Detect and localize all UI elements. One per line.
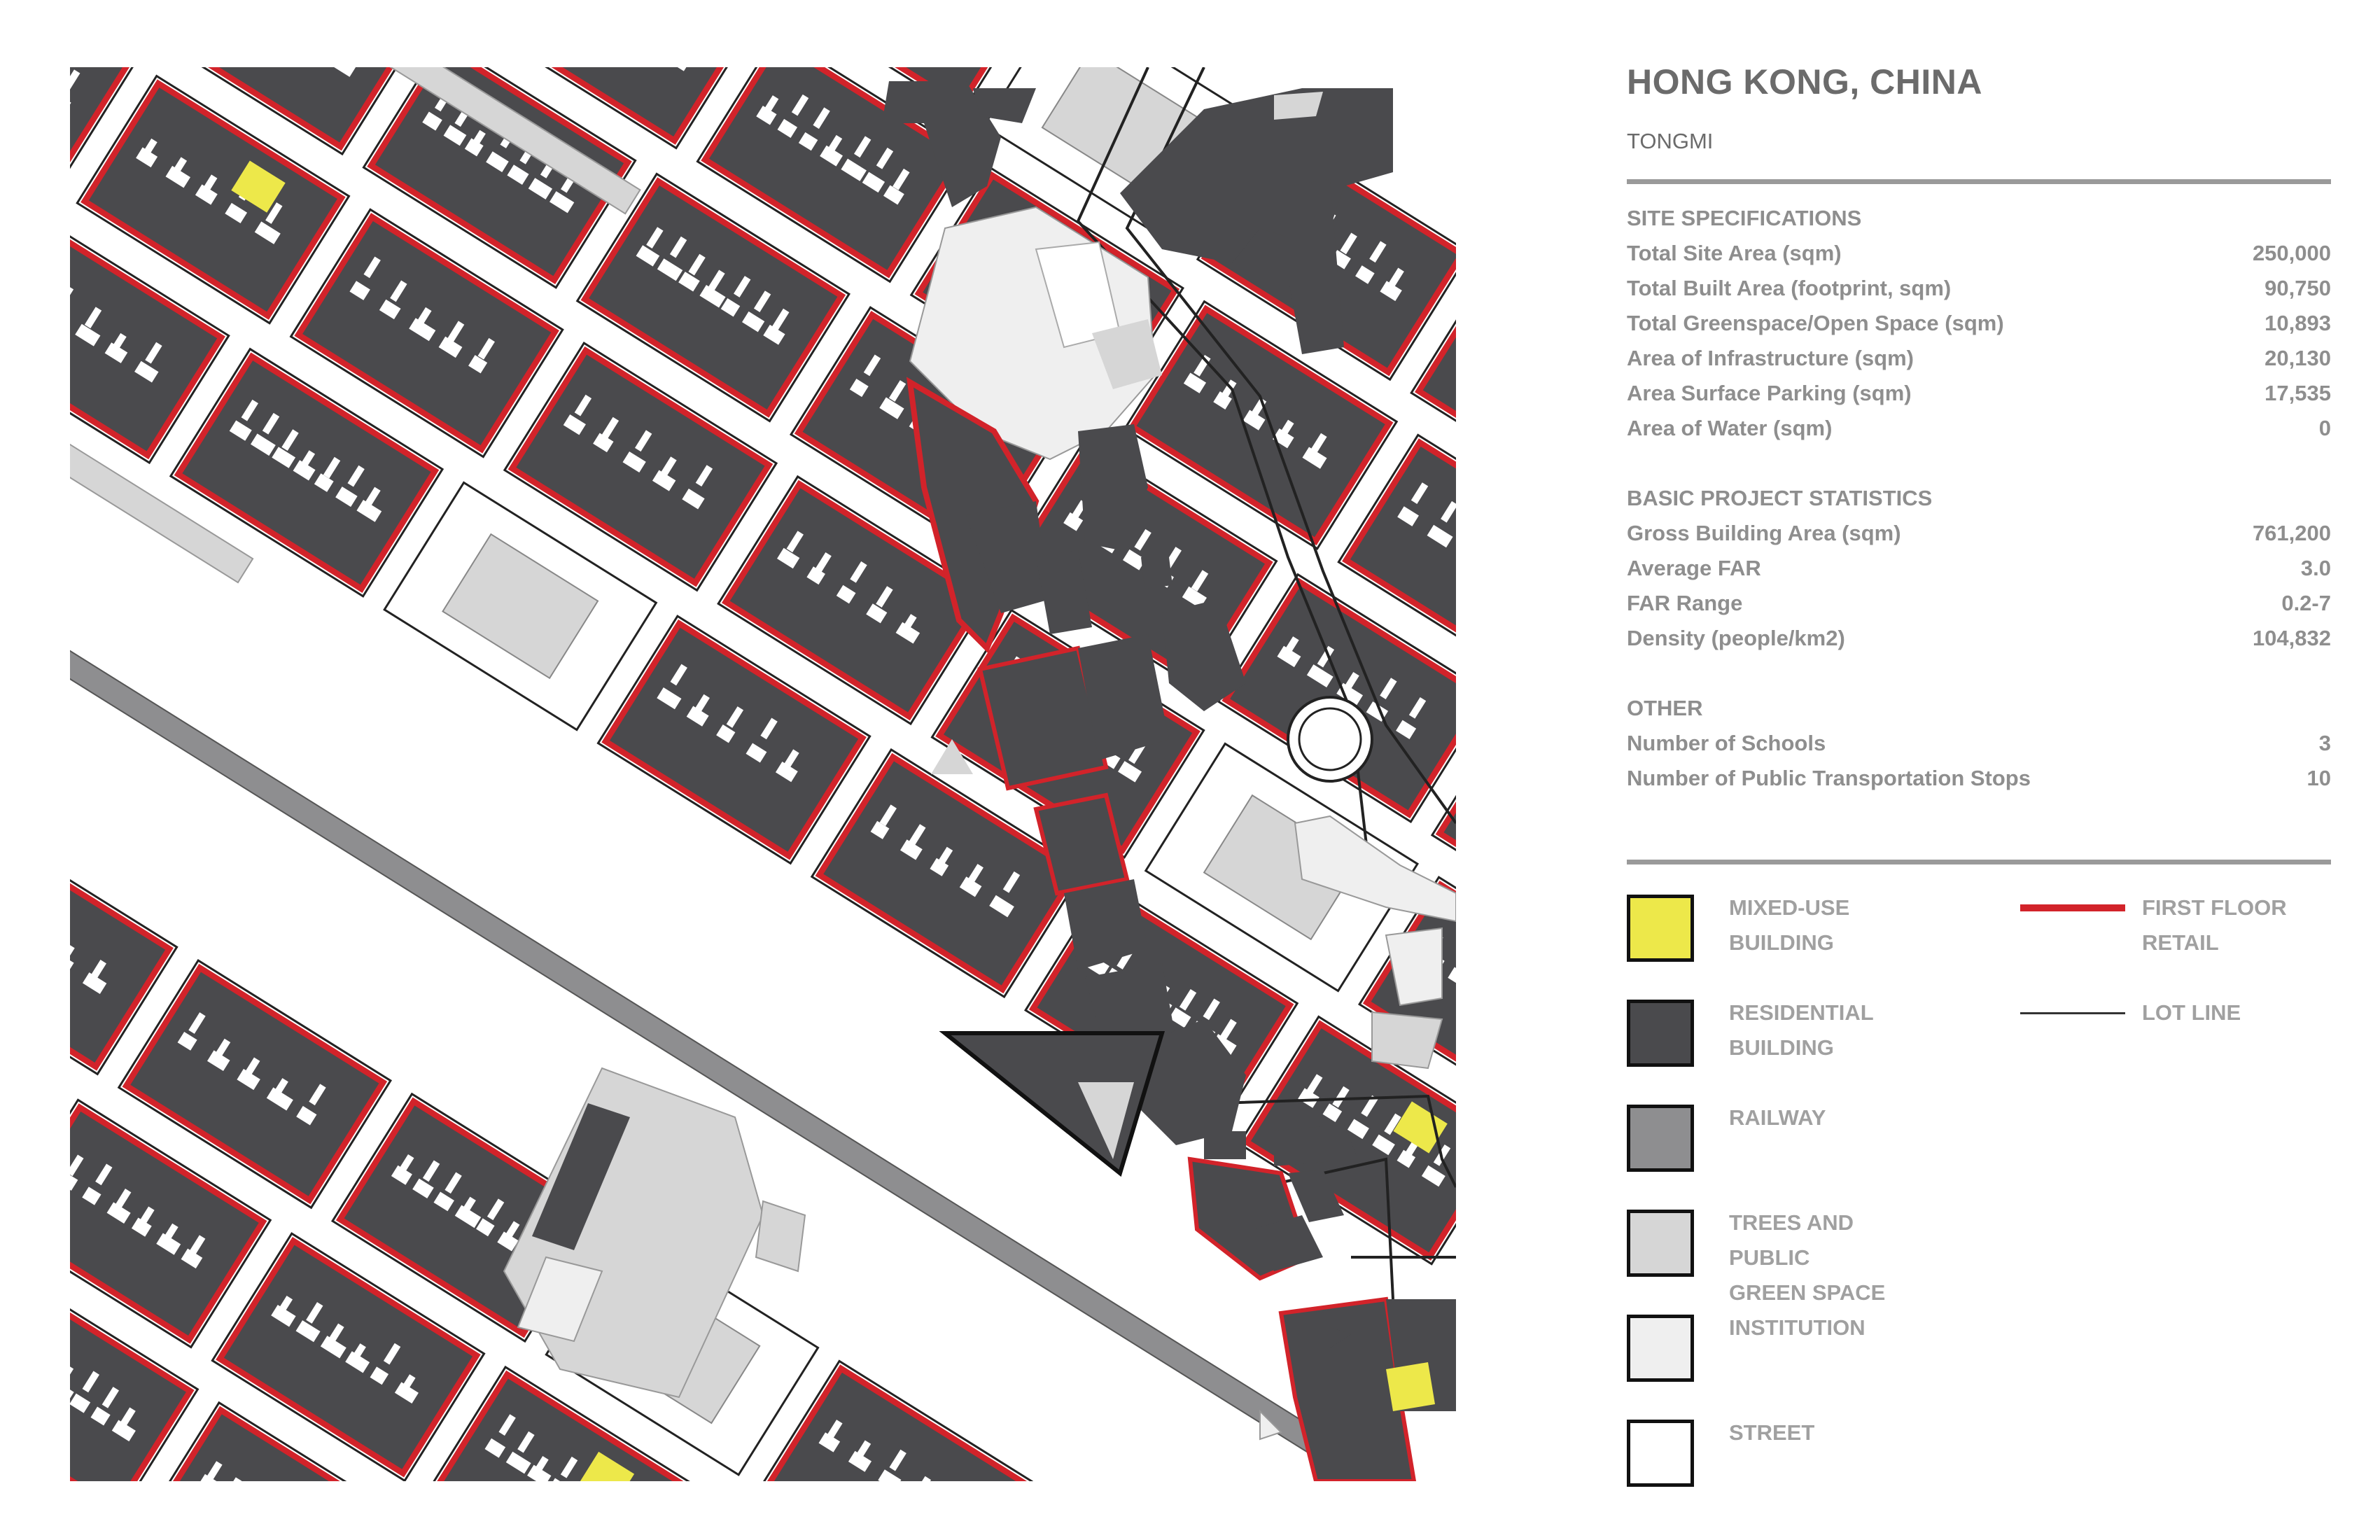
legend-item-institution [1627, 1315, 1939, 1382]
stat-label: Area Surface Parking (sqm) [1627, 381, 1912, 405]
residential-building [1204, 1131, 1246, 1159]
site-map [70, 67, 1456, 1481]
legend-label: MIXED-USE BUILDING [1729, 895, 1850, 955]
stat-row [1627, 761, 2331, 796]
other-list [1627, 726, 2331, 796]
street-swatch [1627, 1420, 1694, 1487]
site-specifications-heading: SITE SPECIFICATIONS [1627, 206, 1862, 230]
legend-item-street [1627, 1420, 1939, 1487]
stat-row [1627, 621, 2331, 656]
stat-value: 0 [2318, 416, 2331, 440]
other-heading: OTHER [1627, 696, 1703, 720]
stat-row [1627, 411, 2331, 446]
page-title: HONG KONG, CHINA [1627, 62, 1982, 102]
stat-label: Average FAR [1627, 556, 1761, 580]
stat-value: 0.2-7 [2281, 591, 2331, 615]
roundabout-island [1299, 708, 1361, 770]
map-canvas [70, 67, 1456, 1481]
stat-label: Density (people/km2) [1627, 626, 1845, 650]
mixed-use-swatch [1627, 895, 1694, 962]
stat-label: Number of Schools [1627, 731, 1826, 755]
stat-label: Gross Building Area (sqm) [1627, 521, 1901, 545]
stat-row [1627, 306, 2331, 341]
legend-label: TREES AND PUBLIC GREEN SPACE [1729, 1210, 1886, 1305]
legend-item-mixed-use [1627, 895, 1939, 962]
stat-value: 20,130 [2264, 346, 2331, 370]
info-panel [1627, 56, 2331, 796]
residential-building [945, 1033, 1162, 1173]
legend-label: FIRST FLOOR RETAIL [2142, 895, 2287, 955]
project-statistics-list [1627, 516, 2331, 656]
railway-swatch [1627, 1105, 1694, 1172]
divider [1627, 179, 2331, 184]
stat-value: 17,535 [2264, 381, 2331, 405]
stat-value: 104,832 [2252, 626, 2331, 650]
divider [1627, 860, 2331, 864]
stat-value: 761,200 [2252, 521, 2331, 545]
lot-line-key [2020, 1012, 2125, 1014]
stat-label: Total Built Area (footprint, sqm) [1627, 276, 1952, 300]
green-space [756, 1201, 805, 1271]
stat-row [1627, 586, 2331, 621]
stat-row [1627, 341, 2331, 376]
stat-row [1627, 516, 2331, 551]
residential-building [1274, 1124, 1358, 1166]
legend-item-green-space [1627, 1210, 1939, 1310]
retail-line-key [2020, 904, 2125, 911]
residential-building [1141, 557, 1172, 589]
project-statistics-heading: BASIC PROJECT STATISTICS [1627, 486, 1933, 510]
stat-value: 3 [2318, 731, 2331, 755]
stat-value: 250,000 [2252, 241, 2331, 265]
stat-label: Total Greenspace/Open Space (sqm) [1627, 311, 2004, 335]
green-space [1372, 1012, 1442, 1068]
stat-label: Area of Infrastructure (sqm) [1627, 346, 1914, 370]
legend-label: LOT LINE [2142, 1000, 2241, 1025]
stat-value: 10 [2306, 766, 2331, 790]
stat-row [1627, 376, 2331, 411]
institution-swatch [1627, 1315, 1694, 1382]
stat-row [1627, 236, 2331, 271]
page-subtitle: TONGMI [1627, 129, 1714, 153]
green-space [1274, 92, 1323, 120]
mixed-use-building [1386, 1362, 1435, 1411]
map-legend [1627, 860, 2331, 1445]
legend-item-residential [1627, 1000, 1939, 1067]
residential-swatch [1627, 1000, 1694, 1067]
stat-label: Total Site Area (sqm) [1627, 241, 1842, 265]
stat-label: Area of Water (sqm) [1627, 416, 1833, 440]
legend-item-retail [2020, 895, 2324, 960]
legend-item-lot-line [2020, 1000, 2324, 1030]
legend-label: STREET [1729, 1420, 1815, 1445]
site-specifications-list [1627, 236, 2331, 446]
stat-row [1627, 726, 2331, 761]
legend-item-railway [1627, 1105, 1939, 1172]
stat-value: 3.0 [2300, 556, 2331, 580]
legend-label: INSTITUTION [1729, 1315, 1865, 1340]
legend-label: RESIDENTIAL BUILDING [1729, 1000, 1874, 1060]
stat-label: FAR Range [1627, 591, 1743, 615]
green-space-swatch [1627, 1210, 1694, 1277]
legend-label: RAILWAY [1729, 1105, 1826, 1130]
stat-value: 90,750 [2264, 276, 2331, 300]
stat-value: 10,893 [2264, 311, 2331, 335]
stat-row [1627, 271, 2331, 306]
stat-row [1627, 551, 2331, 586]
stat-label: Number of Public Transportation Stops [1627, 766, 2031, 790]
